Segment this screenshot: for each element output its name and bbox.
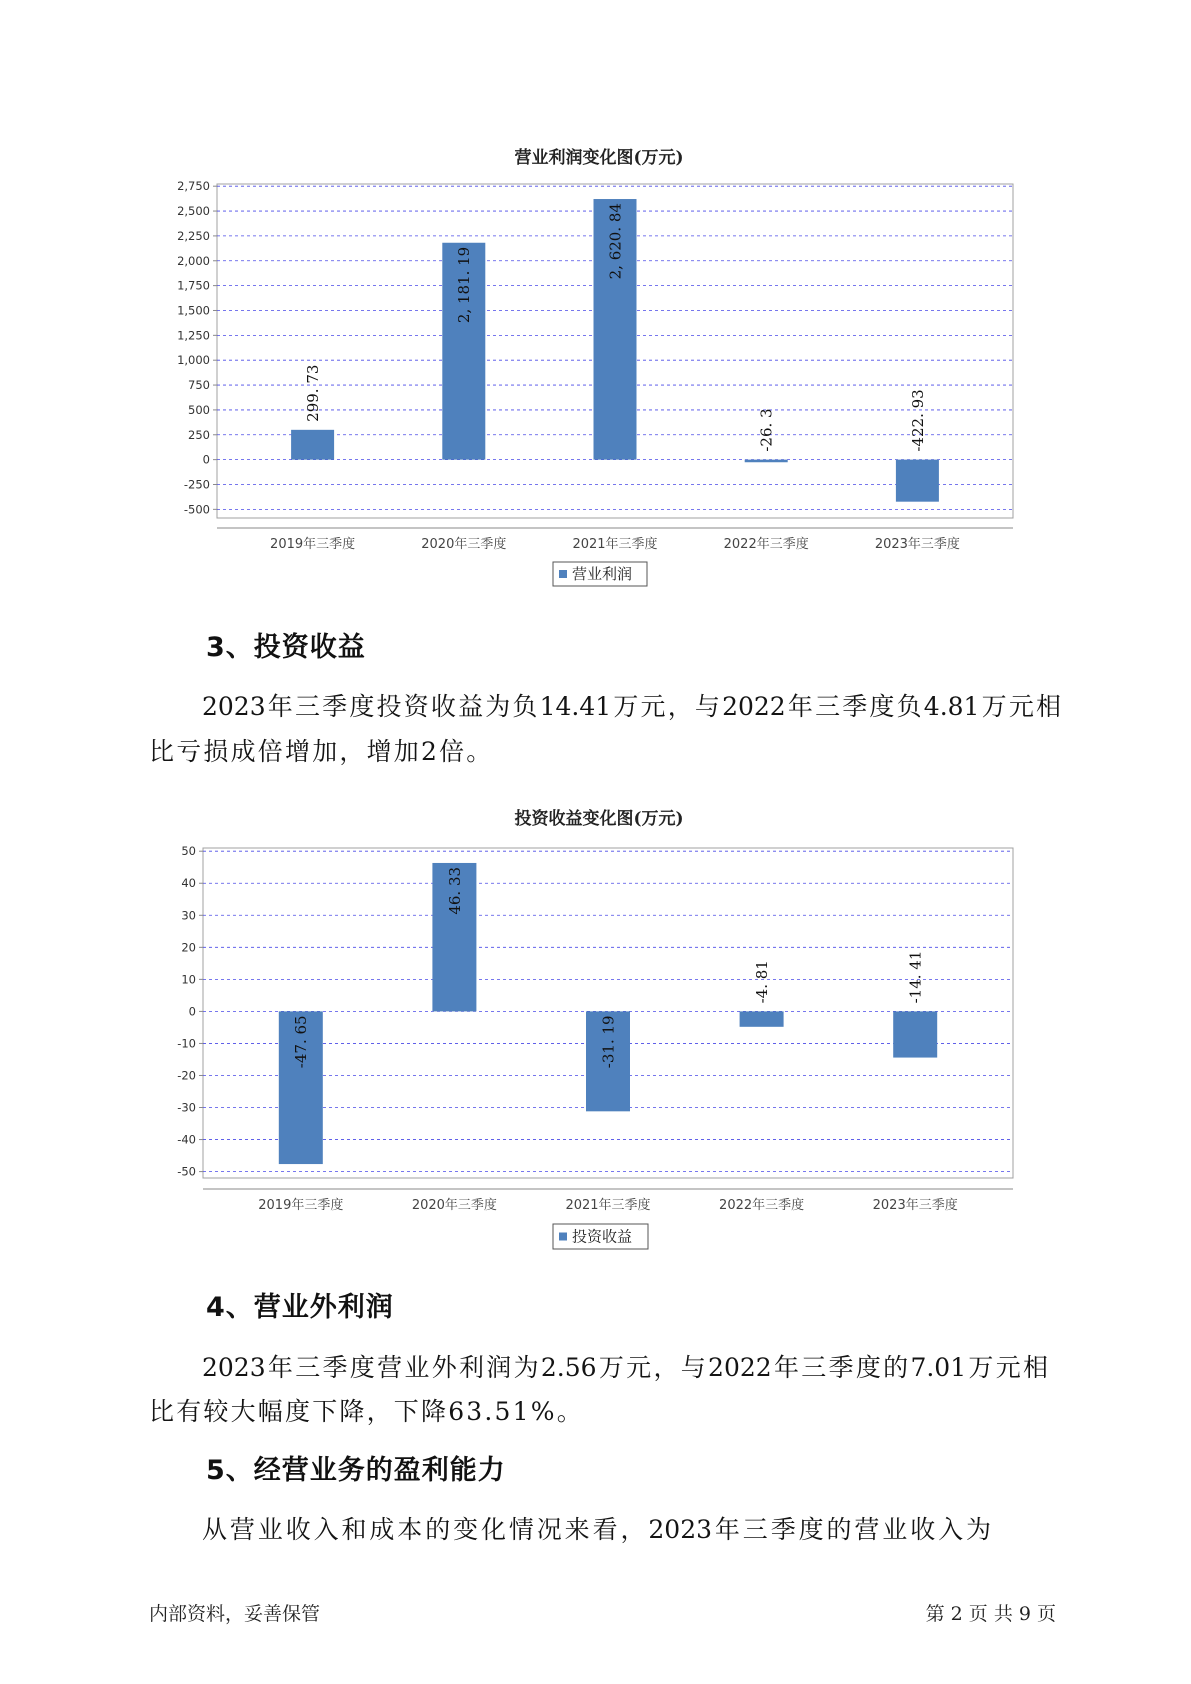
y-tick-label: 1,750 xyxy=(177,278,210,293)
bar-4 xyxy=(893,1011,937,1057)
y-tick-label: 0 xyxy=(202,452,210,467)
bar-0 xyxy=(291,430,334,460)
x-tick-label: 2022年三季度 xyxy=(719,1198,805,1213)
section-heading-investment-income: 3、投资收益 xyxy=(206,632,366,663)
x-tick-label: 2021年三季度 xyxy=(565,1198,651,1213)
data-label: 299. 73 xyxy=(304,364,322,422)
x-tick-label: 2020年三季度 xyxy=(411,1198,497,1213)
y-tick-label: -500 xyxy=(183,502,210,517)
data-label: -26. 3 xyxy=(757,408,776,452)
x-tick-label: 2023年三季度 xyxy=(872,1198,958,1213)
footer-confidential-note: 内部资料，妥善保管 xyxy=(149,1603,321,1625)
x-tick-label: 2022年三季度 xyxy=(723,537,809,552)
y-tick-label: 2,000 xyxy=(177,253,210,268)
y-tick-label: 30 xyxy=(181,908,196,923)
x-tick-label: 2019年三季度 xyxy=(258,1198,344,1213)
y-tick-label: 2,250 xyxy=(177,228,210,243)
x-tick-label: 2019年三季度 xyxy=(270,537,356,552)
footer-page-number: 第 2 页 共 9 页 xyxy=(925,1603,1056,1625)
y-tick-label: 250 xyxy=(188,427,210,442)
y-tick-label: -10 xyxy=(177,1036,196,1051)
y-tick-label: -20 xyxy=(177,1068,196,1083)
y-tick-label: 2,500 xyxy=(177,204,210,219)
y-tick-label: 10 xyxy=(181,972,196,987)
y-tick-label: 0 xyxy=(188,1004,196,1019)
y-tick-label: 1,000 xyxy=(177,353,210,368)
y-tick-label: -250 xyxy=(183,477,210,492)
y-tick-label: 1,250 xyxy=(177,328,210,343)
bar-3 xyxy=(740,1011,784,1026)
paragraph-line: 2023年三季度投资收益为负14.41万元，与2022年三季度负4.81万元相 xyxy=(202,693,1061,721)
chart-title: 营业利润变化图(万元) xyxy=(514,148,684,168)
y-tick-label: 500 xyxy=(188,402,210,417)
y-tick-label: 40 xyxy=(181,876,196,891)
x-tick-label: 2020年三季度 xyxy=(421,537,507,552)
data-label: -14. 41 xyxy=(906,950,925,1004)
bar-3 xyxy=(745,460,788,463)
section-heading-profitability: 5、经营业务的盈利能力 xyxy=(206,1455,506,1486)
y-tick-label: 750 xyxy=(188,378,210,393)
y-tick-label: 20 xyxy=(181,940,196,955)
paragraph-line: 比有较大幅度下降，下降63.51%。 xyxy=(149,1398,584,1426)
paragraph-line: 比亏损成倍增加，增加2倍。 xyxy=(149,738,494,766)
y-tick-label: 50 xyxy=(181,844,196,859)
investment-income-chart xyxy=(0,800,1191,1270)
y-tick-label: 1,500 xyxy=(177,303,210,318)
paragraph-line: 2023年三季度营业外利润为2.56万元，与2022年三季度的7.01万元相 xyxy=(202,1354,1048,1382)
y-tick-label: -30 xyxy=(177,1100,196,1115)
paragraph-line: 从营业收入和成本的变化情况来看，2023年三季度的营业收入为 xyxy=(202,1516,991,1544)
y-tick-label: 2,750 xyxy=(177,179,210,194)
legend-label: 投资收益 xyxy=(572,1227,633,1246)
section-heading-non-operating-profit: 4、营业外利润 xyxy=(206,1292,394,1323)
legend-swatch xyxy=(559,570,567,578)
data-label: -422. 93 xyxy=(908,389,927,452)
data-label: 2, 620. 84 xyxy=(606,203,625,280)
data-label: -47. 65 xyxy=(292,1015,311,1069)
data-label: 46. 33 xyxy=(445,866,464,915)
legend-swatch xyxy=(559,1233,567,1241)
chart-title: 投资收益变化图(万元) xyxy=(514,809,684,829)
y-tick-label: -50 xyxy=(177,1164,196,1179)
data-label: 2, 181. 19 xyxy=(455,246,474,324)
data-label: -31. 19 xyxy=(599,1015,618,1069)
data-label: -4. 81 xyxy=(753,960,771,1004)
operating-profit-chart xyxy=(0,140,1191,610)
y-tick-label: -40 xyxy=(177,1132,196,1147)
bar-4 xyxy=(896,460,939,502)
x-tick-label: 2021年三季度 xyxy=(572,537,658,552)
legend-label: 营业利润 xyxy=(572,565,633,583)
x-tick-label: 2023年三季度 xyxy=(874,537,960,552)
